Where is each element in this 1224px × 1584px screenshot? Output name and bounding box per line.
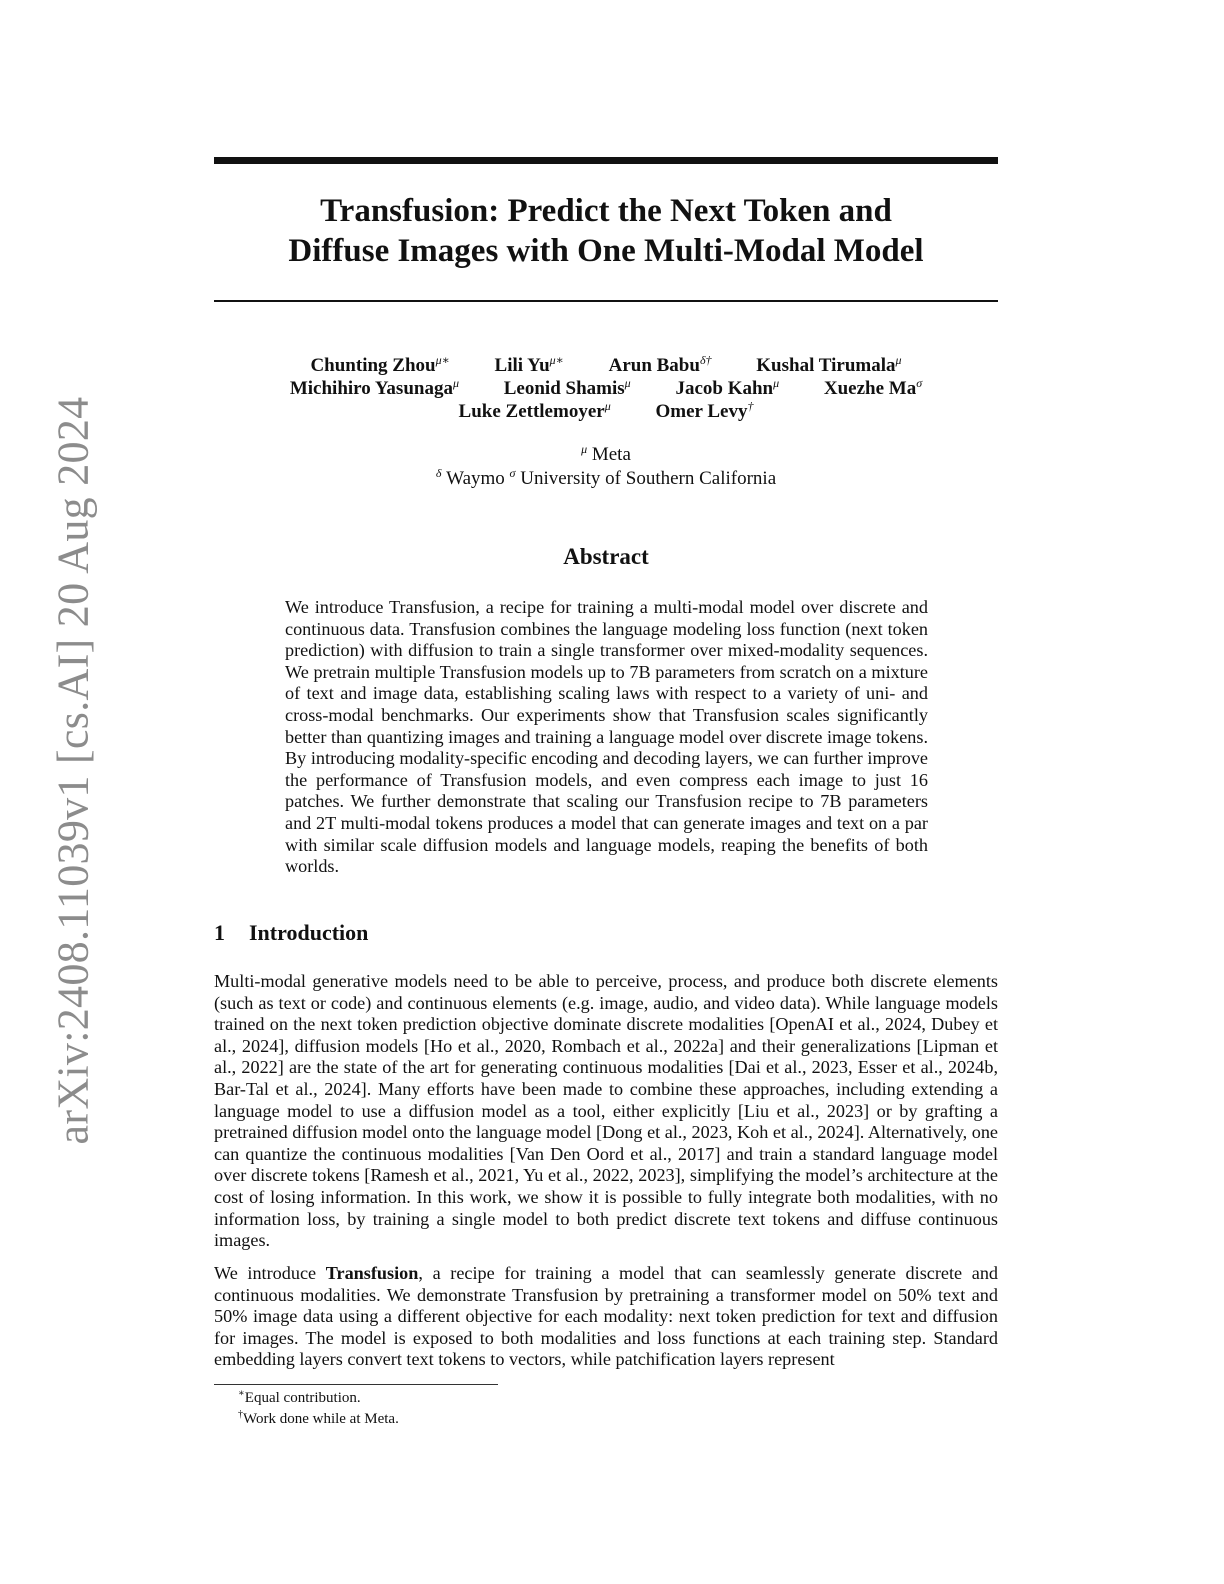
footnote-rule	[214, 1384, 498, 1385]
title-top-rule	[214, 157, 998, 164]
intro-paragraph-2: We introduce Transfusion, a recipe for training a model that can seamlessly generate discrete and continuous modalities. We demonstrate Transfusion by pretraining a transformer model on 50% text and 50% image data using a different objective for each modality: next token prediction for text and diffusion for images. The model is exposed to both modalities and loss functions at each training step. Standard embedding layers convert text tokens to vectors, while patchification layers represent	[214, 1263, 999, 1370]
transfusion-bold-term: Transfusion	[325, 1263, 419, 1283]
author: Jacob Kahn$^\mu$	[675, 376, 780, 399]
title-line-2: Diffuse Images with One Multi-Modal Model	[288, 233, 924, 269]
footnotes	[238, 1388, 399, 1430]
arxiv-identifier-text: arXiv:2408.11039v1 [cs.AI] 20 Aug 2024	[48, 396, 98, 1144]
author: Xuezhe $Ma^\sigma$	[823, 376, 923, 399]
author: Lili $Yu^{\mu∗}$	[494, 353, 564, 376]
author-row-3	[214, 400, 998, 423]
abstract-text: We introduce Transfusion, a recipe for training a multi-modal model over discrete and continuous data. Transfusion combines the language modeling loss function (next token prediction) with diffusion to train a single transformer over mixed-modality sequences. We pretrain multiple Transfusion models up to 7B parameters from scratch on a mixture of text and image data, establishing scaling laws with respect to a variety of uni- and cross-modal benchmarks. Our experiments show that Transfusion scales significantly better than quantizing images and training a language model over discrete image tokens. By introducing modality-specific encoding and decoding layers, we can further improve the performance of Transfusion models, and even compress each image to just 16 patches. We further demonstrate that scaling our Transfusion recipe to 7B parameters and 2T multi-modal tokens produces a model that can generate images and text on a par with similar scale diffusion models and language models, reaping the benefits of both worlds.	[285, 597, 928, 877]
arxiv-side-identifier	[38, 396, 108, 1144]
author: Arun Babu$^{\delta\dagger}$	[608, 353, 712, 376]
intro-paragraph-1: Multi-modal generative models need to be able to perceive, process, and produce both discrete elements (such as text or code) and continuous elements (e.g. image, audio, and video data). While language models trained on the next token prediction objective dominate discrete modalities [OpenAI et al., 2024, Dubey et al., 2024], diffusion models [Ho et al., 2020, Rombach et al., 2022a] and their generalizations [Lipman et al., 2022] are the state of the art for generating continuous modalities [Dai et al., 2023, Esser et al., 2024b, Bar-Tal et al., 2024]. Many efforts have been made to combine these approaches, including extending a language model to use a diffusion model as a tool, either explicitly [Liu et al., 2023] or by grafting a pretrained diffusion model onto the language model [Dong et al., 2023, Koh et al., 2024]. Alternatively, one can quantize the continuous modalities [Van Den Oord et al., 2017] and train a standard language model over discrete tokens [Ramesh et al., 2021, Yu et al., 2022, 2023], simplifying the model’s architecture at the cost of losing information. In this work, we show it is possible to fully integrate both modalities, with no information loss, by training a single model to both predict discrete text tokens and diffuse continuous images.	[214, 971, 998, 1251]
title-bottom-rule	[214, 300, 998, 302]
author: Kushal Tirumala$^\mu$	[756, 353, 902, 376]
author: Michihiro Yasunaga$^\mu$	[289, 376, 459, 399]
footnote: ∗Equal contribution.	[238, 1388, 361, 1406]
author-row-1	[214, 354, 998, 377]
author: Chunting Zhou$^{\mu∗}$	[310, 353, 450, 376]
section-heading-introduction	[214, 920, 368, 946]
author: Leonid Shamis$^\mu$	[503, 376, 631, 399]
paper-title	[214, 191, 998, 271]
affiliation-line-2: $^\delta$ Waymo $^\sigma$ University of Southern California	[435, 466, 777, 489]
author: Omer Levy†	[655, 399, 754, 422]
section-title: Introduction	[249, 920, 369, 945]
affiliation-line-1: $^\mu$ Meta	[581, 442, 631, 465]
affiliations	[214, 443, 998, 491]
title-line-1: Transfusion: Predict the Next Token and	[320, 193, 892, 229]
footnote: †Work done while at Meta.	[238, 1409, 399, 1427]
author-row-2	[214, 377, 998, 400]
author-list	[214, 354, 998, 423]
section-number: 1	[214, 920, 225, 945]
author: Luke Zettlemoyer$^\mu$	[458, 399, 611, 422]
abstract-heading: Abstract	[563, 544, 649, 569]
